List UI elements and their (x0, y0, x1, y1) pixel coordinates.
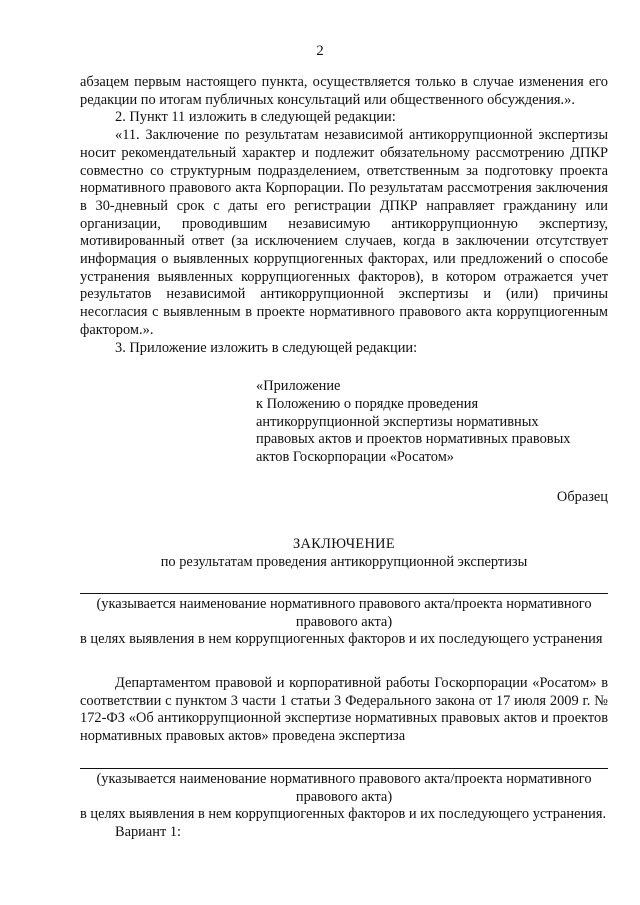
spacer (80, 649, 608, 675)
conclusion-subtitle: по результатам проведения антикоррупционной экспертизы (160, 554, 528, 571)
appendix-line: «Приложение (256, 378, 341, 395)
sample-label: Образец (556, 488, 608, 505)
purpose-text: в целях выявления в нем коррупциогенных факторов и их последующего устранения (80, 631, 603, 648)
appendix-header (256, 378, 608, 467)
paragraph-continuation: абзацем первым настоящего пункта, осуществляется только в случае изменения его редакции по итогам публичных консультаций или общественного обсуждения.». (80, 74, 608, 108)
conclusion-body: Департаментом правовой и корпоративной работы Госкорпорации «Росатом» в соответствии с пунктом 3 части 1 статьи 3 Федерального закона от 17 июля 2009 г. № 172-ФЗ «Об антикоррупционной экспертизе нормативных правовых актов и проектов нормативных правовых актов» проведена экспертиза (80, 674, 608, 745)
appendix-line: правовых актов и проектов нормативных правовых (256, 431, 571, 448)
variant-label: Вариант 1: (115, 823, 182, 840)
fill-in-hint: (указывается наименование нормативного правового акта/проекта нормативного правового акта) (96, 595, 592, 630)
fill-in-line (80, 593, 608, 594)
conclusion-title: ЗАКЛЮЧЕНИЕ (293, 536, 395, 553)
paragraph-clause-11: «11. Заключение по результатам независимой антикоррупционной экспертизы носит рекомендательный характер и подлежит обязательному рассмотрению ДПКР совместно со структурным подразделением, ответственным за подготовку проекта нормативного правового акта Корпорации. По результатам рассмотрения заключения в 30-дневный срок с даты его регистрации ДПКР направляет гражданину или организации, проводившим независимую антикоррупционную экспертизу, мотивированный ответ (за исключением случаев, когда в заключении отсутствует информация о выявленных коррупциогенных факторах, или предложений о способе устранения выявленных коррупциогенных факторов), в котором отражается учет результатов независимой антикоррупционной экспертизы и (или) причины несогласия с выявленным в проекте нормативного правового акта коррупциогенным фактором.». (80, 127, 608, 338)
fill-in-line (80, 768, 608, 769)
paragraph-item-3: 3. Приложение изложить в следующей редакции: (115, 339, 418, 356)
purpose-text: в целях выявления в нем коррупциогенных факторов и их последующего устранения. (80, 806, 607, 823)
appendix-line: актов Госкорпорации «Росатом» (256, 449, 454, 466)
appendix-line: к Положению о порядке проведения (256, 395, 479, 412)
paragraph-item-2: 2. Пункт 11 изложить в следующей редакции: (115, 109, 396, 126)
document-body (80, 74, 608, 842)
page-number: 2 (316, 43, 324, 59)
appendix-line: антикоррупционной экспертизы нормативных (256, 413, 539, 430)
fill-in-hint: (указывается наименование нормативного правового акта/проекта нормативного правового акта) (96, 770, 592, 805)
